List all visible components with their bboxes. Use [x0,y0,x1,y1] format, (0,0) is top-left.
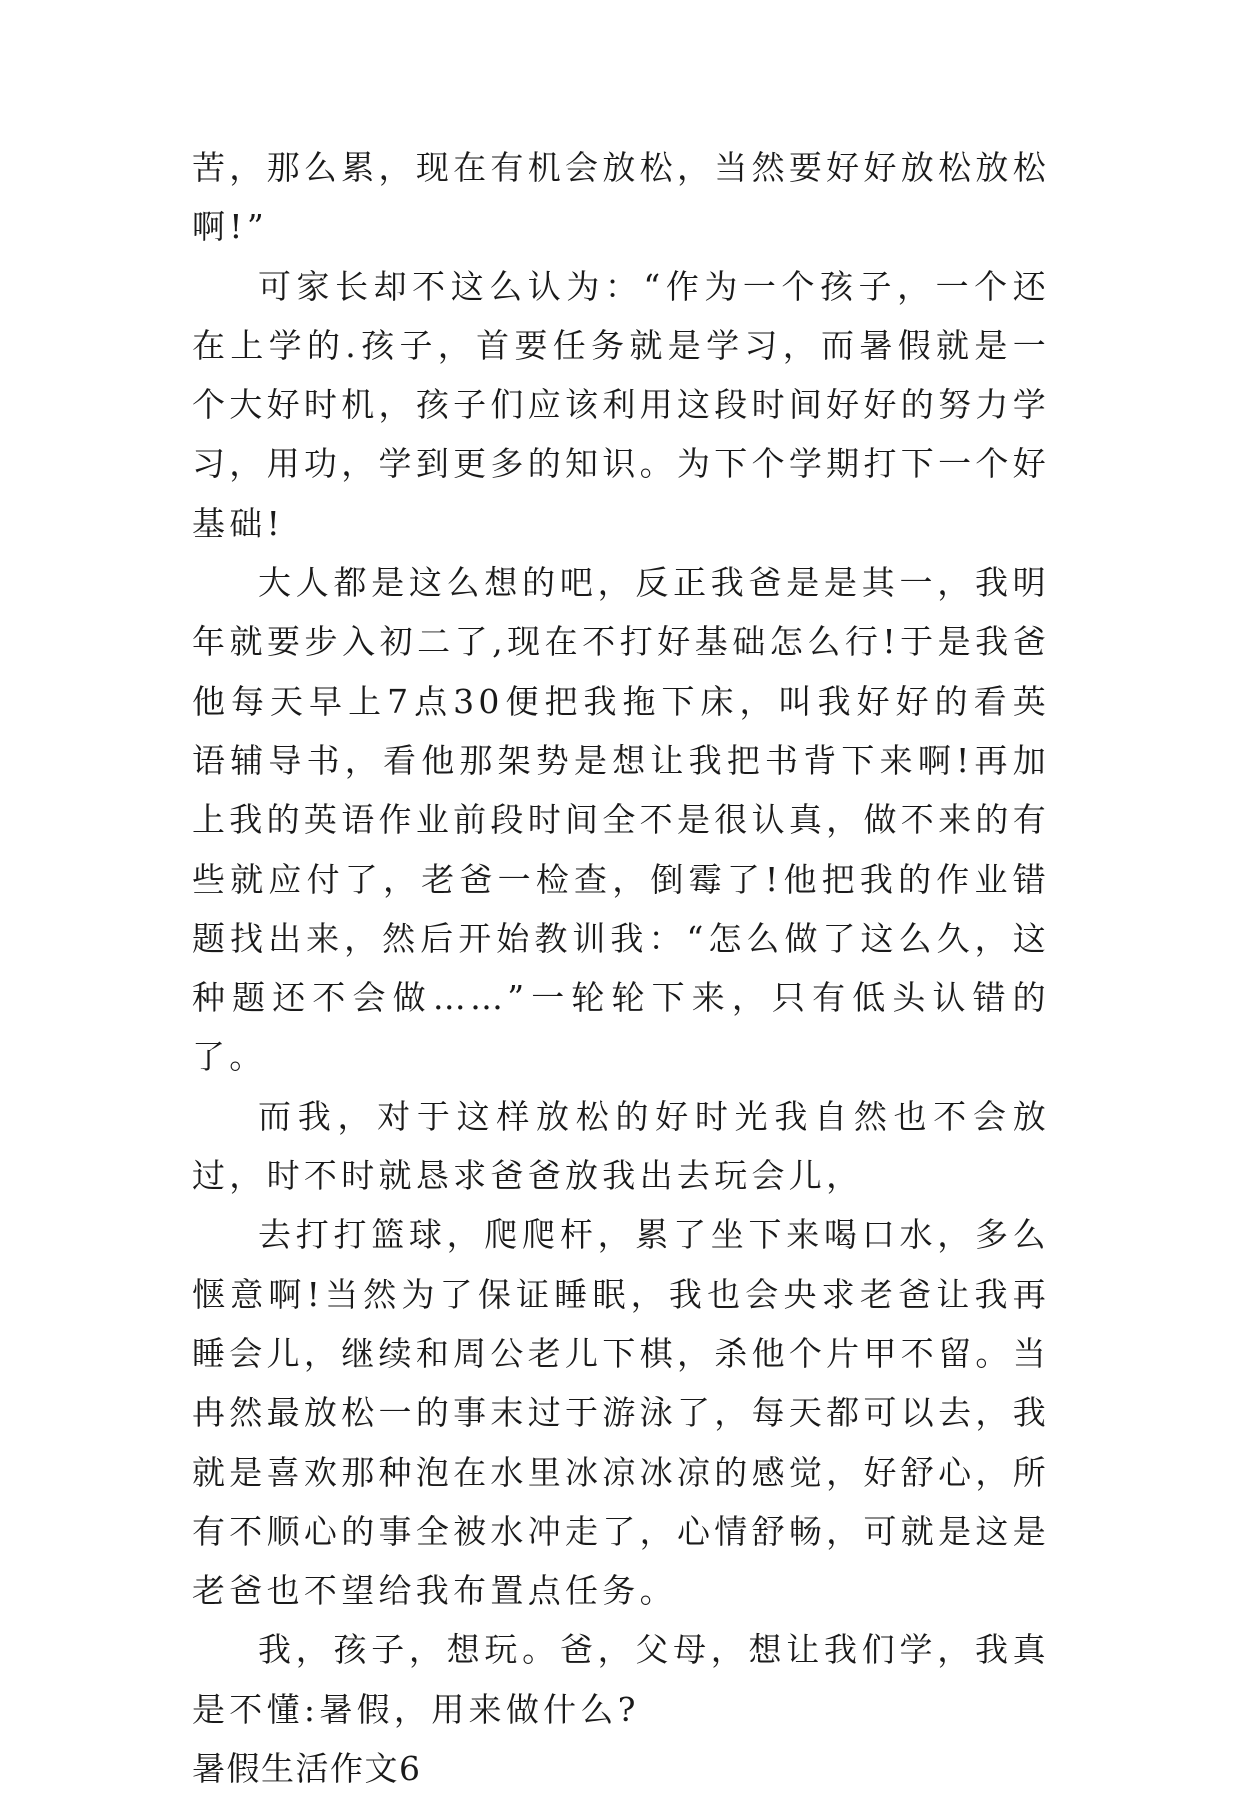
section-heading: 暑假生活作文6 [192,1749,422,1789]
document-body [192,138,1050,1798]
paragraph-2: 可家长却不这么认为：“作为一个孩子，一个还在上学的.孩子，首要任务就是学习，而暑假就是一个大好时机，孩子们应该利用这段时间好好的努力学习，用功，学到更多的知识。为下个学期打下一个好基础! [192,266,1050,543]
paragraph-5: 去打打篮球，爬爬杆，累了坐下来喝口水，多么惬意啊!当然为了保证睡眠，我也会央求老爸让我再睡会儿，继续和周公老儿下棋，杀他个片甲不留。当冉然最放松一的事末过于游泳了，每天都可以去，我就是喜欢那种泡在水里冰凉冰凉的感觉，好舒心，所有不顺心的事全被水冲走了，心情舒畅，可就是这是老爸也不望给我布置点任务。 [192,1215,1050,1611]
paragraph-4: 而我，对于这样放松的好时光我自然也不会放过，时不时就恳求爸爸放我出去玩会儿， [192,1096,1050,1196]
paragraph-3: 大人都是这么想的吧，反正我爸是是其一，我明年就要步入初二了,现在不打好基础怎么行!于是我爸他每天早上7点30便把我拖下床，叫我好好的看英语辅导书，看他那架势是想让我把书背下来啊!再加上我的英语作业前段时间全不是很认真，做不来的有些就应付了，老爸一检查，倒霉了!他把我的作业错题找出来，然后开始教训我：“怎么做了这么久，这种题还不会做……”一轮轮下来，只有低头认错的了。 [192,563,1050,1077]
paragraph-6: 我，孩子，想玩。爸，父母，想让我们学，我真是不懂:暑假，用来做什么? [192,1630,1050,1729]
paragraph-1: 苦，那么累，现在有机会放松，当然要好好放松放松啊!” [192,148,1050,247]
